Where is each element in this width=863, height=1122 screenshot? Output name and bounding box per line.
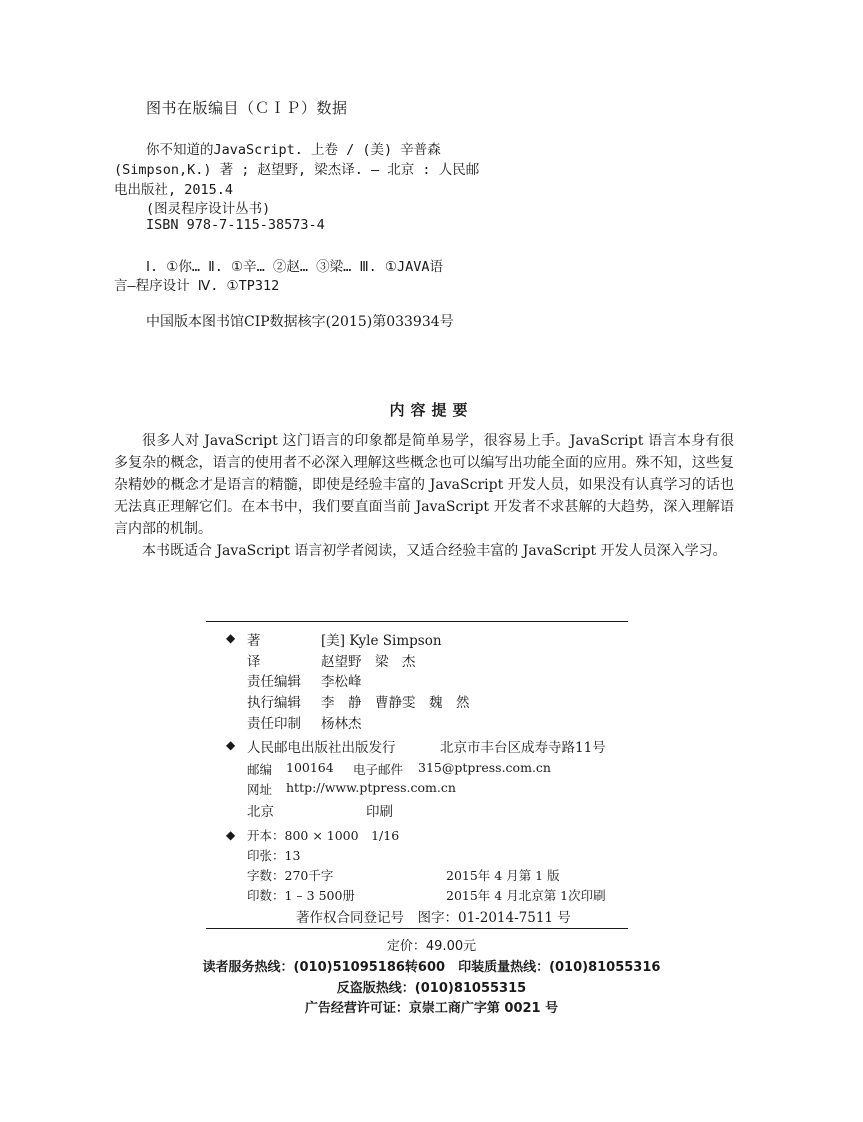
book-edition: 2015年 4 月第 1 版 (446, 868, 560, 883)
editor-label: 责任编辑 (247, 674, 301, 690)
cip-line: Ⅰ. ①你… Ⅱ. ①辛… ②赵… ③梁… Ⅲ. ①JAVA语 (146, 259, 444, 275)
author-value: [美] Kyle Simpson (321, 633, 442, 649)
book-print-date: 2015年 4 月北京第 1次印刷 (446, 888, 606, 903)
price: 定价：49.00元 (386, 939, 477, 954)
printing-label: 印刷 (366, 804, 393, 820)
editor-value: 李松峰 (321, 674, 362, 690)
translator-value: 赵望野 梁 杰 (321, 654, 416, 670)
book-format: 开本：800 × 1000 1/16 (247, 828, 400, 843)
print-value: 杨林杰 (321, 716, 362, 732)
cip-isbn: ISBN 978-7-115-38573-4 (146, 217, 325, 233)
exec-editor-value: 李 静 曹静雯 魏 然 (321, 695, 470, 711)
bullet-icon: ◆ (226, 631, 236, 645)
piracy-hotline: 反盗版热线：(010)81055315 (336, 981, 527, 996)
summary-paragraph: 很多人对 JavaScript 这门语言的印象都是简单易学，很容易上手。JavaScript 语言本身有很多复杂的概念，语言的使用者不必深入理解这些概念也可以编写出功能全面的应用。殊不知，这些复杂精妙的概念才是语言的精髓，即使是经验丰富的 JavaScript 开发人员，如果没有认真学习的话也无法真正理解它们。在本书中，我们要直面当前 JavaScript 开发者不求甚解的大趋势，深入理解语言内部的机制。 (114, 433, 734, 537)
email-label: 电子邮件 (353, 762, 404, 777)
publisher: 人民邮电出版社出版发行 (247, 740, 396, 756)
postcode-value: 100164 (286, 760, 334, 775)
author-label: 著 (247, 633, 261, 649)
website-label: 网址 (247, 782, 273, 797)
summary-title: 内容提要 (389, 401, 474, 419)
translator-label: 译 (247, 654, 261, 670)
email-value: 315@ptpress.com.cn (418, 760, 551, 775)
print-city: 北京 (247, 804, 274, 820)
cip-line: 你不知道的JavaScript. 上卷 / (美) 辛普森 (146, 142, 441, 158)
cip-line: 言—程序设计 Ⅳ. ①TP312 (114, 278, 280, 294)
ad-license: 广告经营许可证：京崇工商广字第 0021 号 (304, 1001, 559, 1016)
bullet-icon: ◆ (226, 828, 236, 842)
book-print-count: 印数：1 – 3 500册 (247, 888, 355, 903)
exec-editor-label: 执行编辑 (247, 695, 301, 711)
postcode-label: 邮编 (247, 762, 273, 777)
website-value: http://www.ptpress.com.cn (286, 780, 456, 795)
divider (206, 928, 628, 929)
bullet-icon: ◆ (226, 738, 236, 752)
publisher-address: 北京市丰台区成寿寺路11号 (440, 740, 606, 756)
book-sheets: 印张：13 (247, 848, 301, 863)
summary-paragraph: 本书既适合 JavaScript 语言初学者阅读，又适合经验丰富的 JavaScript 开发人员深入学习。 (142, 543, 727, 559)
cip-title: 图书在版编目（ＣＩＰ）数据 (146, 99, 348, 117)
book-words: 字数：270千字 (247, 868, 334, 883)
copyright-registration: 著作权合同登记号 图字：01-2014-7511 号 (296, 910, 571, 926)
service-hotline: 读者服务热线：(010)51095186转600 印装质量热线：(010)81055316 (202, 960, 661, 975)
print-label: 责任印制 (247, 716, 301, 732)
cip-line: 电出版社, 2015.4 (114, 182, 234, 198)
cip-line: (Simpson,K.) 著 ; 赵望野, 梁杰译. — 北京 : 人民邮 (114, 162, 480, 178)
cip-line: (图灵程序设计丛书) (146, 201, 271, 217)
cip-line: 中国版本图书馆CIP数据核字(2015)第033934号 (146, 314, 454, 330)
divider (206, 621, 628, 622)
summary-body (114, 430, 734, 562)
